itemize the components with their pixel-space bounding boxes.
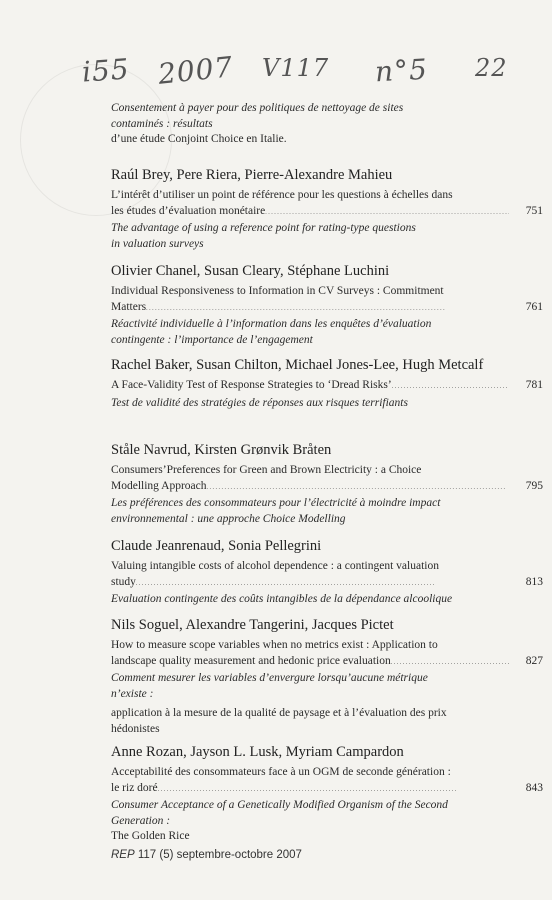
entry-translation-line: n’existe : <box>111 687 154 700</box>
entry-leader-line <box>111 300 543 318</box>
entry-title-line: Consumers’Preferences for Green and Brown Electricity : a Choice <box>111 464 422 476</box>
handwriting-mark: n°5 <box>374 52 429 89</box>
handwriting-mark: V117 <box>262 54 330 82</box>
entry-translation-line: in valuation surveys <box>111 237 204 250</box>
entry-translation-line: The advantage of using a reference point for rating-type questions <box>111 222 416 234</box>
handwriting-mark: i55 <box>80 52 131 89</box>
entry-leader-line <box>111 781 543 799</box>
entry-authors: Ståle Navrud, Kirsten Grønvik Bråten <box>111 442 332 458</box>
entry-title-line: hédonistes <box>111 722 160 735</box>
entry-title-line: Matters <box>111 300 147 313</box>
entry-title-line: The Golden Rice <box>111 830 190 842</box>
entry-title-line: d’une étude Conjoint Choice en Italie. <box>111 133 287 145</box>
entry-translation-line: contingente : l’importance de l’engagement <box>111 333 313 346</box>
entry-translation-line: Test de validité des stratégies de réponses aux risques terrifiants <box>111 396 408 409</box>
handwriting-mark: 22 <box>475 54 508 82</box>
entry-authors: Rachel Baker, Susan Chilton, Michael Jones-Lee, Hugh Metcalf <box>111 357 484 373</box>
page-number: 781 <box>525 379 543 391</box>
page-footer <box>111 849 302 861</box>
dot-leader <box>146 300 509 318</box>
entry-translation-line: Les préférences des consommateurs pour l’électricité à moindre impact <box>111 497 441 509</box>
entry-title-line: How to measure scope variables when no metrics exist : Application to <box>111 639 438 651</box>
entry-title-line: study <box>111 575 136 588</box>
entry-title-line: L’intérêt d’utiliser un point de référence pour les questions à échelles dans <box>111 189 453 201</box>
entry-translation-line: Réactivité individuelle à l’information dans les enquêtes d’évaluation <box>111 318 432 330</box>
entry-title-line: Consentement à payer pour des politiques de nettoyage de sites <box>111 102 404 114</box>
toc-entry <box>111 537 543 608</box>
entry-authors: Raúl Brey, Pere Riera, Pierre-Alexandre Mahieu <box>111 167 393 183</box>
page-number: 843 <box>525 781 543 794</box>
entry-authors: Olivier Chanel, Susan Cleary, Stéphane Luchini <box>111 263 390 279</box>
entry-title-line: Valuing intangible costs of alcohol dependence : a contingent valuation <box>111 560 439 572</box>
journal-abbreviation: REP <box>111 849 135 861</box>
entry-authors: Nils Soguel, Alexandre Tangerini, Jacques Pictet <box>111 617 394 633</box>
page-number: 761 <box>525 300 543 313</box>
page-number: 795 <box>525 479 543 492</box>
entry-translation-line: Consumer Acceptance of a Genetically Modified Organism of the Second <box>111 799 448 811</box>
entry-translation-line: Generation : <box>111 814 171 827</box>
entry-authors: Anne Rozan, Jayson L. Lusk, Myriam Campardon <box>111 744 404 760</box>
toc-entry <box>111 616 543 737</box>
toc-entry <box>111 743 543 845</box>
toc-entry <box>111 356 543 411</box>
entry-title-line: les études d’évaluation monétaire <box>111 204 266 217</box>
entry-leader-line <box>111 479 543 497</box>
handwriting-mark: 2007 <box>156 50 235 91</box>
entry-leader-line <box>111 378 543 396</box>
entry-leader-line <box>111 204 543 222</box>
page-number: 751 <box>525 204 543 217</box>
page-number: 827 <box>525 654 543 667</box>
entry-title-line: le riz doré <box>111 781 158 794</box>
dot-leader <box>265 204 509 222</box>
dot-leader <box>207 479 510 497</box>
entry-translation-line: Evaluation contingente des coûts intangibles de la dépendance alcoolique <box>111 593 453 605</box>
toc-entry <box>111 441 543 527</box>
entry-leader-line <box>111 575 543 593</box>
dot-leader <box>158 781 509 799</box>
entry-title-line: contaminés : résultats <box>111 117 213 130</box>
entry-title-line: Individual Responsiveness to Information in CV Surveys : Commitment <box>111 285 444 297</box>
issue-info: 117 (5) septembre-octobre 2007 <box>137 849 302 861</box>
entry-translation-line: environnemental : une approche Choice Modelling <box>111 512 346 525</box>
entry-leader-line <box>111 654 543 672</box>
page-number: 813 <box>525 575 543 588</box>
dot-leader <box>391 654 509 672</box>
entry-title-line: A Face-Validity Test of Response Strategies to ‘Dread Risks’ <box>111 379 392 391</box>
toc-entry-continued <box>111 101 543 148</box>
entry-title-line: Acceptabilité des consommateurs face à un OGM de seconde génération : <box>111 766 451 778</box>
handwritten-annotation <box>0 44 552 104</box>
toc-entry <box>111 262 543 348</box>
dot-leader <box>136 575 509 593</box>
entry-title-line: Modelling Approach <box>111 479 207 492</box>
entry-title-line: landscape quality measurement and hedonic price evaluation <box>111 654 391 667</box>
entry-translation-line: Comment mesurer les variables d’envergure lorsqu’aucune métrique <box>111 672 428 684</box>
entry-authors: Claude Jeanrenaud, Sonia Pellegrini <box>111 538 322 554</box>
toc-entry <box>111 166 543 252</box>
dot-leader <box>392 378 509 396</box>
entry-title-line: application à la mesure de la qualité de paysage et à l’évaluation des prix <box>111 707 447 719</box>
